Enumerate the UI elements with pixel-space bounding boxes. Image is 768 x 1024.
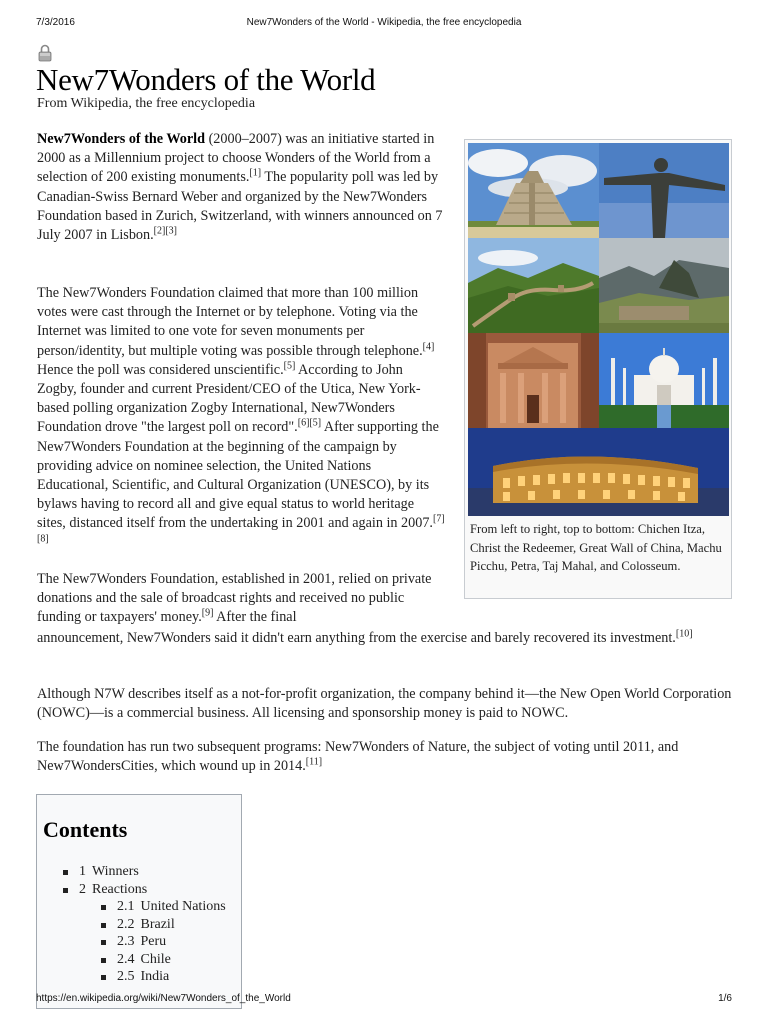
taj-mahal-image[interactable] xyxy=(599,333,729,428)
citation-link[interactable]: [10] xyxy=(675,628,693,640)
citation-link[interactable]: [7][8] xyxy=(37,513,445,544)
wonders-collage[interactable] xyxy=(468,143,729,516)
page-title: New7Wonders of the World xyxy=(36,62,376,97)
print-url: https://en.wikipedia.org/wiki/New7Wonders_of_the_World xyxy=(36,993,291,1004)
voting-paragraph: The New7Wonders Foundation claimed that more than 100 million votes were cast through the Internet or by telephone. Voting via the Internet was limited to one vote for seven monuments per person/identity, but multiple voting was possible through telephone.[4] Hence the poll was considered unscientific.[5] According to John Zogby, founder and current President/CEO of the Utica, New York-based polling organization Zogby International, New7Wonders Foundation drove "the largest poll on record".[6][5] After supporting the New7Wonders Foundation at the beginning of the campaign by providing advice on nominee selection, the United Nations Educational, Scientific, and Cultural Organization (UNESCO), by its bylaws having to record all and give equal status to world heritage sites, distanced itself from the undertaking in 2001 and again in 2007.[7][8] xyxy=(37,285,445,544)
toc-item-reactions[interactable]: 2 Reactions 2.1 United Nations 2.2 Brazil 2.3 Peru 2.4 Chile 2.5 India xyxy=(63,881,226,986)
table-of-contents xyxy=(36,794,242,1009)
toc-item-peru[interactable]: 2.3 Peru xyxy=(101,933,226,951)
great-wall-image[interactable] xyxy=(468,238,599,333)
toc-list xyxy=(63,863,226,986)
print-page-title: New7Wonders of the World - Wikipedia, the free encyclopedia xyxy=(246,17,522,28)
print-header xyxy=(0,17,768,31)
toc-item-chile[interactable]: 2.4 Chile xyxy=(101,951,226,969)
petra-image[interactable] xyxy=(468,333,599,428)
lock-icon xyxy=(38,44,52,62)
infobox-caption: From left to right, top to bottom: Chichen Itza, Christ the Redeemer, Great Wall of China, Machu Picchu, Petra, Taj Mahal, and Colosseum. xyxy=(470,522,722,573)
page-subtitle: From Wikipedia, the free encyclopedia xyxy=(37,96,256,111)
citation-link[interactable]: [11] xyxy=(305,756,323,768)
programs-paragraph: The foundation has run two subsequent programs: New7Wonders of Nature, the subject of voting until 2011, and New7WondersCities, which wound up in 2014.[11] xyxy=(37,739,679,775)
christ-the-redeemer-image[interactable] xyxy=(599,143,729,238)
print-date: 7/3/2016 xyxy=(36,17,75,28)
toc-item-india[interactable]: 2.5 India xyxy=(101,968,226,986)
toc-item-winners[interactable]: 1 Winners xyxy=(63,863,226,881)
machu-picchu-image[interactable] xyxy=(599,238,729,333)
toc-title: Contents xyxy=(43,817,128,842)
funding-paragraph-continued: announcement, New7Wonders said it didn't earn anything from the exercise and barely recovered its investment.[10] xyxy=(37,628,693,646)
citation-link[interactable]: [5] xyxy=(283,360,296,372)
citation-link[interactable]: [9] xyxy=(201,607,214,619)
print-footer xyxy=(0,993,768,1007)
intro-paragraph: New7Wonders of the World (2000–2007) was an initiative started in 2000 as a Millennium project to choose Wonders of the World from a selection of 200 existing monuments.[1] The popularity poll was led by Canadian-Swiss Bernard Weber and organized by the New7Wonders Foundation based in Zurich, Switzerland, with winners announced on 7 July 2007 in Lisbon.[2][3] xyxy=(37,131,443,244)
citation-link[interactable]: [6][5] xyxy=(297,417,322,429)
funding-paragraph: The New7Wonders Foundation, established in 2001, relied on private donations and the sale of broadcast rights and received no public funding or taxpayers' money.[9] After the final xyxy=(37,571,432,626)
toc-item-united-nations[interactable]: 2.1 United Nations xyxy=(101,898,226,916)
bold-lead: New7Wonders of the World xyxy=(37,131,206,147)
citation-link[interactable]: [2][3] xyxy=(153,225,177,237)
citation-link[interactable]: [1] xyxy=(249,167,262,179)
toc-item-brazil[interactable]: 2.2 Brazil xyxy=(101,916,226,934)
chichen-itza-image[interactable] xyxy=(468,143,599,238)
citation-link[interactable]: [4] xyxy=(422,340,435,352)
colosseum-image[interactable] xyxy=(468,428,729,516)
nowc-paragraph: Although N7W describes itself as a not-for-profit organization, the company behind it—the New Open World Corporation (NOWC)—is a commercial business. All licensing and sponsorship money is paid to NOWC. xyxy=(37,686,732,722)
print-page-number: 1/6 xyxy=(718,993,732,1004)
infobox xyxy=(464,139,732,599)
